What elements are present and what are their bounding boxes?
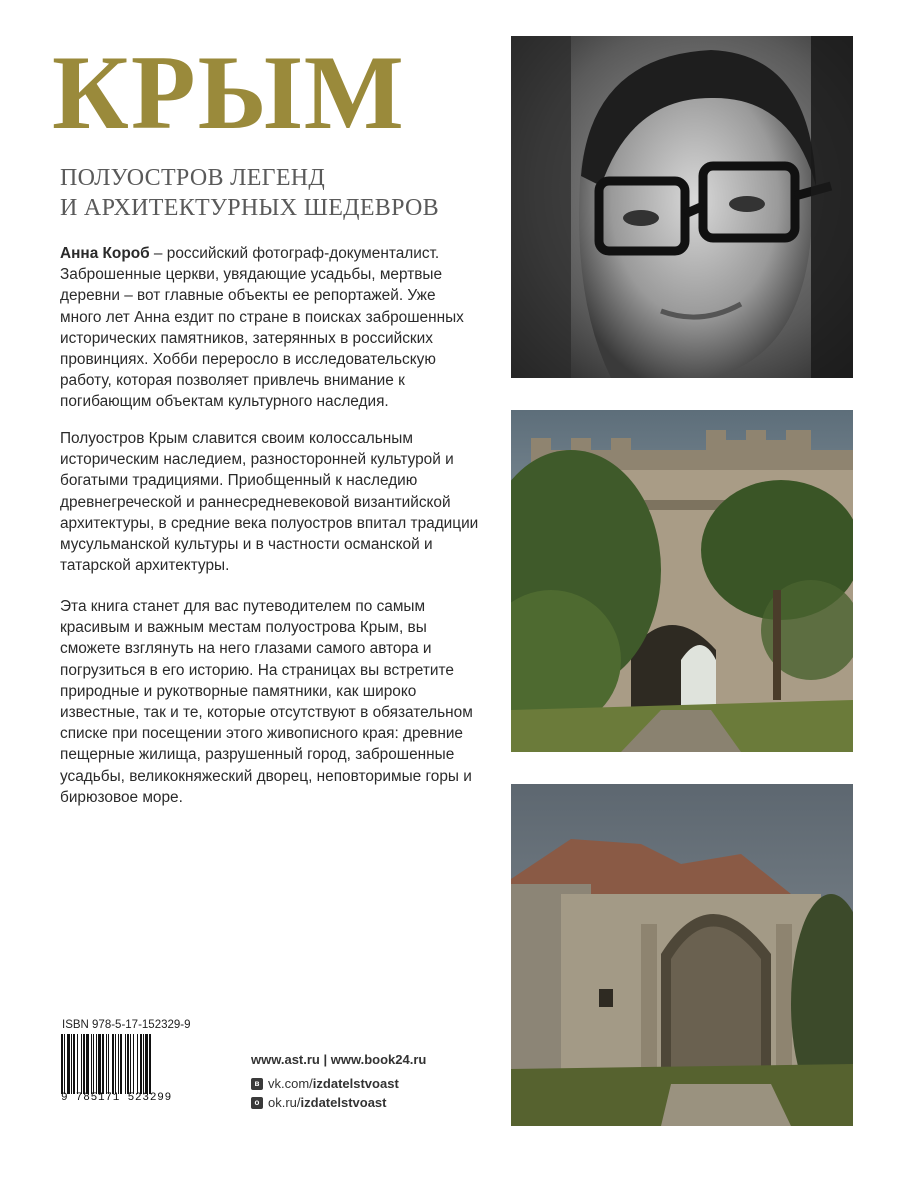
author-portrait-photo <box>511 36 853 378</box>
book-description-paragraph: Эта книга станет для вас путеводителем по самым красивым и важным местам полуострова Крым, вы сможете взглянуть на него глазами самого автора и погрузиться в его историю. На страницах вы встретите природные и рукотворные памятники, как широко известные, так и те, которые отсутствуют в обязательном списке при посещении этого живописного края: древние пещерные жилища, разрушенный город, заброшенные усадьбы, великокняжеский дворец, неповторимые горы и бирюзовое море. <box>60 598 473 806</box>
barcode-bar <box>98 1034 101 1094</box>
barcode-bar <box>77 1034 78 1094</box>
vk-link-text <box>268 1076 399 1091</box>
barcode-bar <box>96 1034 97 1094</box>
barcode-bar <box>125 1034 126 1094</box>
barcode-bar <box>140 1034 142 1094</box>
isbn-label: ISBN 978-5-17-152329-9 <box>62 1019 191 1031</box>
book-subtitle <box>60 163 500 223</box>
barcode-bar <box>137 1034 138 1094</box>
mausoleum-photo <box>511 784 853 1126</box>
barcode-bar <box>143 1034 144 1094</box>
barcode-bar <box>83 1034 85 1094</box>
ok-link-text <box>268 1095 387 1110</box>
vk-prefix: vk.com/ <box>268 1076 313 1091</box>
barcode-bar <box>102 1034 104 1094</box>
isbn-barcode <box>61 1034 187 1094</box>
crimea-heritage-paragraph: Полуостров Крым славится своим колоссальным историческим наследием, разносторонней культурой и богатыми традициями. Приобщенный к наследию древнегреческой и раннесредневековой византийской архитектуры, в средние века полуостров впитал традиции мусульманской культуры и в частности османской и татарской архитектуры. <box>60 430 479 575</box>
barcode-bar <box>61 1034 63 1094</box>
barcode-bar <box>106 1034 107 1094</box>
barcode-bar <box>73 1034 75 1094</box>
barcode-bar <box>115 1034 116 1094</box>
ok-link[interactable] <box>251 1095 387 1110</box>
barcode-bar <box>86 1034 89 1094</box>
barcode-digits: 9 785171 523299 <box>61 1092 173 1104</box>
barcode-bar <box>133 1034 134 1094</box>
author-bio-text: – российский фотограф-документалист. Заброшенные церкви, увядающие усадьбы, мертвые деревни – вот главные объекты ее репортажей. Уже много лет Анна ездит по стране в поисках заброшенных исторических памятников, затерянных в российских провинциях. Хобби переросло в исследовательскую работу, которая позволяет привлечь внимание к погибающим объектам культурного наследия. <box>60 245 464 411</box>
barcode-bar <box>118 1034 119 1094</box>
book-title: КРЫМ <box>52 34 406 151</box>
barcode-bar <box>130 1034 131 1094</box>
ok-handle: izdatelstvoast <box>300 1095 387 1110</box>
barcode-bar <box>93 1034 94 1094</box>
subtitle-line-2: И АРХИТЕКТУРНЫХ ШЕДЕВРОВ <box>60 195 439 221</box>
barcode-bar <box>67 1034 70 1094</box>
subtitle-line-1: ПОЛУОСТРОВ ЛЕГЕНД <box>60 165 326 191</box>
vk-icon: в <box>251 1078 263 1090</box>
publisher-websites[interactable]: www.ast.ru | www.book24.ru <box>251 1052 427 1067</box>
ok-prefix: ok.ru/ <box>268 1095 301 1110</box>
author-name: Анна Короб <box>60 245 150 262</box>
ok-icon: о <box>251 1097 263 1109</box>
barcode-bar <box>71 1034 72 1094</box>
barcode-bar <box>127 1034 129 1094</box>
fortress-gate-photo <box>511 410 853 752</box>
barcode-bar <box>149 1034 151 1094</box>
barcode-bar <box>112 1034 114 1094</box>
barcode-bar <box>81 1034 82 1094</box>
barcode-bar <box>91 1034 92 1094</box>
barcode-bar <box>145 1034 148 1094</box>
author-bio-paragraph <box>60 243 480 413</box>
barcode-bar <box>120 1034 122 1094</box>
vk-link[interactable] <box>251 1076 399 1091</box>
vk-handle: izdatelstvoast <box>312 1076 399 1091</box>
barcode-bar <box>64 1034 65 1094</box>
barcode-bar <box>108 1034 109 1094</box>
